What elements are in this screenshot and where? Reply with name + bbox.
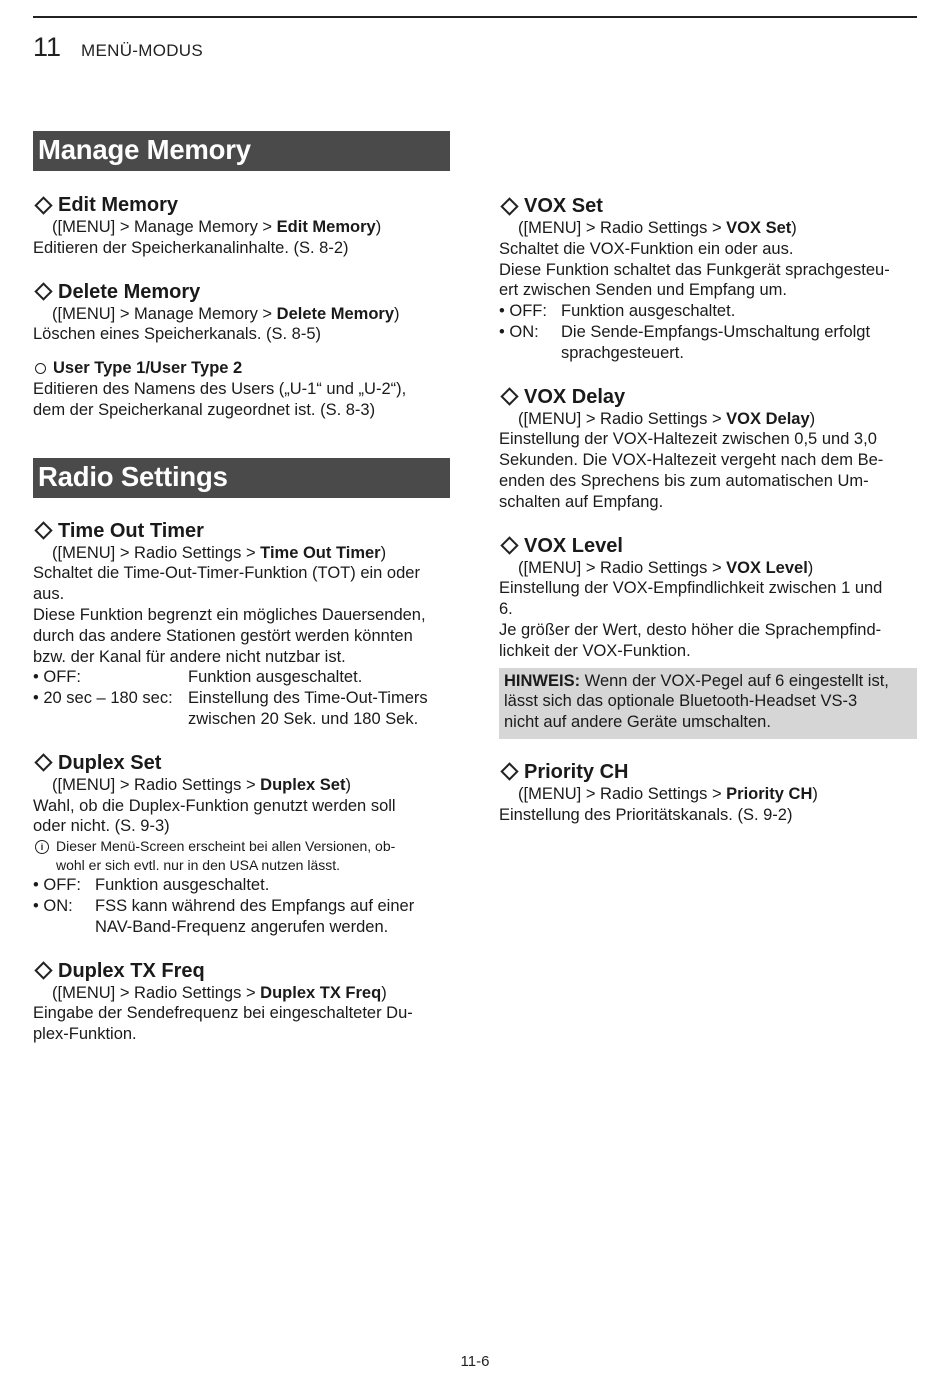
path-bold: Delete Memory [276, 304, 395, 323]
menu-path [33, 304, 450, 325]
option-value [188, 688, 450, 730]
item-title [499, 534, 917, 558]
item-title-text: Priority CH [524, 760, 629, 783]
option-value-line: Einstellung des Time-Out-Timers [188, 689, 428, 708]
menu-path [499, 218, 917, 239]
path-bold: Duplex TX Freq [260, 983, 382, 1002]
option-value-line: Die Sende-Empfangs-Umschaltung erfolgt [561, 322, 871, 341]
circle-icon [35, 363, 46, 374]
item-title-text: Time Out Timer [58, 519, 204, 542]
description-line: schalten auf Empfang. [499, 492, 664, 511]
path-bold: VOX Level [726, 558, 808, 577]
item-priority-ch [499, 760, 917, 826]
description-line: Editieren des Namens des Users („U-1“ und „U-2“), [33, 379, 407, 398]
item-title [33, 519, 450, 543]
option-value-line: zwischen 20 Sek. und 180 Sek. [188, 709, 419, 728]
subitem-title-text: User Type 1/User Type 2 [53, 359, 243, 378]
diamond-icon [500, 763, 518, 781]
description-line: Je größer der Wert, desto höher die Sprachempfind- [499, 620, 882, 639]
option-value: Funktion ausgeschaltet. [95, 876, 270, 895]
item-title [499, 385, 917, 409]
menu-path [499, 558, 917, 579]
option-row [33, 688, 450, 730]
path-bold: VOX Delay [726, 409, 810, 428]
path-suffix: ) [375, 218, 382, 236]
item-vox-delay [499, 385, 917, 513]
description-line: Einstellung der VOX-Empfindlichkeit zwischen 1 und [499, 579, 883, 598]
option-row [33, 667, 450, 688]
item-description: Löschen eines Speicherkanals. (S. 8-5) [33, 325, 321, 344]
description-line: Schaltet die VOX-Funktion ein oder aus. [499, 239, 794, 258]
path-prefix: ([MENU] > Radio Settings > [518, 219, 727, 237]
path-prefix: ([MENU] > Manage Memory > [52, 304, 277, 323]
description-line: Sekunden. Die VOX-Haltezeit vergeht nach dem Be- [499, 451, 884, 470]
description-line: 6. [499, 600, 513, 619]
item-title [33, 751, 450, 775]
menu-path [33, 775, 450, 796]
diamond-icon [34, 282, 52, 300]
option-value [95, 896, 450, 938]
description-line: dem der Speicherkanal zugeordnet ist. (S. 8-3) [33, 400, 376, 419]
path-prefix: ([MENU] > Radio Settings > [52, 983, 261, 1002]
option-value-line: NAV-Band-Frequenz angerufen werden. [95, 917, 389, 936]
description-line: ert zwischen Senden und Empfang um. [499, 281, 788, 300]
description-line: plex-Funktion. [33, 1025, 137, 1044]
option-key: • OFF: [499, 302, 547, 321]
top-rule [33, 16, 917, 18]
path-bold: Edit Memory [276, 218, 376, 236]
item-duplex-set [33, 751, 450, 938]
option-key: • OFF: [33, 668, 81, 687]
hinweis-line: lässt sich das optionale Bluetooth-Headset VS-3 [504, 692, 858, 711]
page-header [33, 30, 203, 64]
option-key: • ON: [499, 322, 539, 341]
hinweis-line: nicht auf andere Geräte umschalten. [504, 713, 771, 732]
item-vox-level [499, 534, 917, 739]
section-title-radio-settings: Radio Settings [33, 458, 450, 498]
diamond-icon [34, 754, 52, 772]
path-prefix: ([MENU] > Radio Settings > [52, 775, 261, 794]
item-title-text: Delete Memory [58, 280, 201, 303]
info-note [33, 837, 450, 875]
item-description: Einstellung des Prioritätskanals. (S. 9-2) [499, 805, 793, 824]
item-title [499, 194, 917, 218]
item-delete-memory [33, 280, 450, 346]
path-bold: Priority CH [726, 784, 813, 803]
item-edit-memory [33, 193, 450, 259]
left-column [33, 131, 450, 1045]
description-line: aus. [33, 585, 65, 604]
path-suffix: ) [381, 983, 387, 1002]
description-line: Eingabe der Sendefrequenz bei eingeschalteter Du- [33, 1004, 413, 1023]
path-prefix: ([MENU] > Radio Settings > [518, 558, 727, 577]
item-title-text: Duplex TX Freq [58, 959, 205, 982]
item-description: Editieren der Speicherkanalinhalte. (S. 8-2) [33, 238, 349, 257]
info-icon: i [35, 840, 49, 854]
option-value-line: sprachgesteuert. [561, 343, 684, 362]
item-title [33, 959, 450, 983]
item-title-text: VOX Set [524, 195, 603, 217]
path-suffix: ) [345, 775, 351, 794]
hinweis-label: HINWEIS: [504, 671, 581, 690]
description-line: oder nicht. (S. 9-3) [33, 817, 170, 836]
info-note-text [56, 837, 395, 875]
item-title [499, 760, 917, 784]
item-title-text: VOX Level [524, 534, 623, 557]
description-line: Diese Funktion begrenzt ein mögliches Dauersenden, [33, 605, 426, 624]
option-row [33, 875, 450, 896]
diamond-icon [500, 536, 518, 554]
diamond-icon [500, 387, 518, 405]
diamond-icon [500, 197, 518, 215]
hinweis-text: Wenn der VOX-Pegel auf 6 eingestellt ist, [580, 671, 889, 690]
item-user-type [33, 358, 450, 420]
item-duplex-tx-freq [33, 959, 450, 1045]
description-line: bzw. der Kanal für andere nicht nutzbar ist. [33, 647, 346, 666]
option-value: Funktion ausgeschaltet. [188, 668, 363, 687]
description-line: Diese Funktion schaltet das Funkgerät sprachgesteu- [499, 260, 890, 279]
path-bold: Duplex Set [260, 775, 346, 794]
path-prefix: ([MENU] > Radio Settings > [518, 409, 727, 428]
option-row [33, 896, 450, 938]
chapter-title: MENÜ-MODUS [81, 41, 204, 60]
menu-path [33, 983, 450, 1004]
diamond-icon [34, 521, 52, 539]
menu-path [33, 217, 450, 238]
item-title [33, 280, 450, 304]
section-title-manage-memory: Manage Memory [33, 131, 450, 171]
diamond-icon [34, 196, 52, 214]
path-suffix: ) [809, 409, 816, 428]
path-suffix: ) [394, 304, 400, 323]
option-value [561, 322, 917, 364]
hinweis-box [499, 668, 917, 739]
option-value: Funktion ausgeschaltet. [561, 302, 736, 321]
path-prefix: ([MENU] > Radio Settings > [52, 543, 261, 562]
item-vox-set [499, 194, 917, 364]
diamond-icon [34, 961, 52, 979]
description-line: Wahl, ob die Duplex-Funktion genutzt werden soll [33, 796, 396, 815]
note-line: Dieser Menü-Screen erscheint bei allen Versionen, ob- [56, 838, 396, 855]
item-title-text: Duplex Set [58, 751, 162, 774]
item-title [33, 193, 450, 217]
path-prefix: ([MENU] > Radio Settings > [518, 784, 727, 803]
option-value-line: FSS kann während des Empfangs auf einer [95, 896, 415, 915]
menu-path [499, 784, 917, 805]
option-row [499, 322, 917, 364]
note-line: wohl er sich evtl. nur in den USA nutzen lässt. [56, 857, 341, 874]
path-bold: VOX Set [726, 219, 792, 237]
chapter-number: 11 [33, 32, 62, 62]
path-suffix: ) [380, 543, 387, 562]
description-line: durch das andere Stationen gestört werden könnten [33, 626, 413, 645]
item-time-out-timer [33, 519, 450, 730]
option-row [499, 301, 917, 322]
right-column [499, 194, 917, 826]
item-title-text: Edit Memory [58, 194, 179, 216]
option-key: • ON: [33, 896, 73, 915]
page-number: 11-6 [460, 1353, 490, 1370]
description-line: enden des Sprechens bis zum automatischen Um- [499, 471, 869, 490]
path-suffix: ) [791, 219, 797, 237]
item-title-text: VOX Delay [524, 385, 626, 408]
path-bold: Time Out Timer [260, 543, 381, 562]
path-prefix: ([MENU] > Manage Memory > [52, 218, 277, 236]
description-line: Schaltet die Time-Out-Timer-Funktion (TOT) ein oder [33, 564, 420, 583]
option-key: • 20 sec – 180 sec: [33, 689, 173, 708]
menu-path [33, 543, 450, 564]
description-line: lichkeit der VOX-Funktion. [499, 641, 691, 660]
subitem-title [33, 358, 450, 379]
option-key: • OFF: [33, 876, 81, 895]
hinweis-line [504, 671, 912, 692]
path-suffix: ) [807, 558, 814, 577]
menu-path [499, 409, 917, 430]
description-line: Einstellung der VOX-Haltezeit zwischen 0,5 und 3,0 [499, 430, 877, 449]
path-suffix: ) [812, 784, 818, 803]
